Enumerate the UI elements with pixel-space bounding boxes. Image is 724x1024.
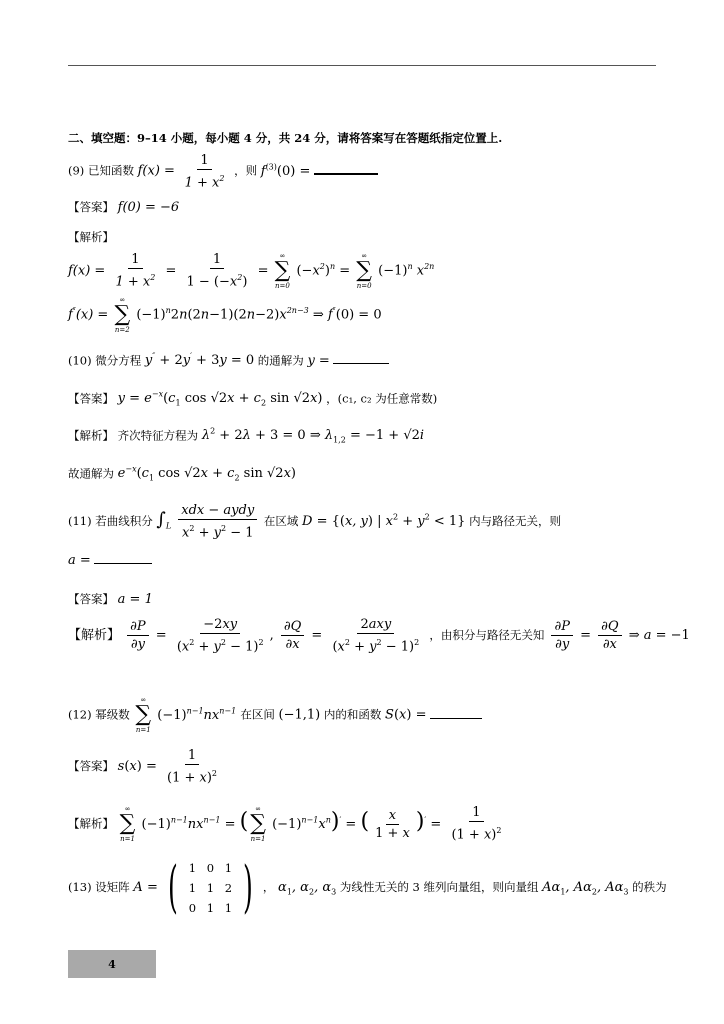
matrix-cell: 2 [224,881,233,895]
matrix-cell: 1 [224,901,233,915]
q13-prefix: 设矩阵 [95,880,130,894]
q9-analysis-line1: f(x) = $\frac{1}{1 + x^2}$ = $\frac{1}{1 - (-x^2)}$ = ∞ ∑ n=0 $(-x^2)^n$ = ∞ ∑ n=0 $(-1)^n$ $x^{2n}$ [68,252,435,290]
q9-number: (9) [68,163,85,178]
page-number: 4 [108,957,116,971]
q10-middle: 的通解为 [257,353,304,368]
header-rule [68,65,656,66]
q10-answer-value: $y = e^{-x}(c_1$ $\cos √2x + c_2$ sin √2x) [117,390,323,408]
matrix-cell: 1 [206,901,215,915]
q12-interval: (−1,1) [278,707,321,723]
q10-general: 故通解为 $e^{-x}(c_1$ $\cos √2x + c_2$ sin √2x) [68,465,296,483]
analysis-label: 【解析】 [68,628,121,644]
q11-prefix: 若曲线积分 [95,514,153,529]
q11-answer-blank [94,563,152,564]
q9-answer-value: f(0) = −6 [117,200,180,215]
q9-analysis-label: 【解析】 [68,230,114,244]
q10-answer-note: ，(c₁, c₂ 为任意常数) [326,391,438,406]
q9-fraction: $\frac{1}{1 + x^2}$ [184,153,225,191]
q9-suffix: ，则 [234,163,258,178]
matrix-cell: 0 [206,861,215,875]
q11-integral: $\int_L$ $\frac{\text{xdx − aydy}}{x^2 + y^2 - 1}$ [156,514,260,529]
q10-characteristic: $\lambda^2 + 2\lambda + 3 = 0$ ⇒ $\lambda_{1,2} = -1 + √2i$ [201,427,425,445]
q10-answer-blank [333,363,389,364]
q10-answer [68,390,437,408]
q11-answer [68,591,153,607]
answer-label: 【答案】 [68,200,114,214]
analysis-label: 【解析】 [68,816,114,831]
q9-answer-blank [314,173,378,175]
q9-function: f(x) = [137,163,175,179]
q11-question [68,503,561,540]
answer-label: 【答案】 [68,391,114,406]
q9-question [68,153,378,190]
q11-blank-line: a = [68,553,152,568]
q11-analysis-mid: ，由积分与路径无关知 [429,628,545,643]
q10-equation: y″ + 2y′ + 3y = 0 [144,352,255,369]
q13-middle: 为线性无关的 3 维列向量组，则向量组 [339,880,539,894]
q12-answer-value: s(x) = $\frac{1}{(1 + x)^2}$ [117,748,218,786]
q13-question: (13) 设矩阵 A = ( 1 0 1 1 1 2 0 1 1 ) ， $\alpha_1$, $\alpha_2$, $\alpha_3$ 为线性无关的 3 维列向量组，则向量组 $A\alpha_1$, $A\alpha_2$, $A\alpha_3$ 的秩为 [68,855,667,920]
q13-suffix: 的秩为 [632,880,667,894]
q10-number: (10) [68,353,92,368]
q11-analysis: 【解析】 $\frac{\partial P}{\partial y}$ = $\frac{-2xy}{(x^2 + y^2 - 1)^2}$ , $\frac{\partial Q}{\partial x}$ = $\frac{\text{2axy}}{(x^2 + y^2 - 1)^2}$ ，由积分与路径无关知 $\frac{\partial P}{\partial y}$ = $\frac{\partial Q}{\partial x}$ ⇒ a = −1 [68,617,690,655]
q12-middle: 在区间 [240,707,275,722]
q13-vector-group: $A\alpha_1$, $A\alpha_2$, $A\alpha_3$ [542,880,629,897]
q12-analysis: 【解析】 ∞ ∑ n=1 $(-1)^{n-1}nx^{n-1}$ = ( ∞ ∑ n=1 $(-1)^{n-1}x^n)'$ = ( $\frac{x}{1 + x}$ )′ = $\frac{1}{(1 + x)^2}$ [68,805,502,843]
q12-answer-blank [430,718,482,719]
analysis-label: 【解析】 [68,428,114,443]
matrix-cell: 1 [206,881,215,895]
q9-derivative: $f^{(3)}(0)$ = [260,162,311,179]
q9-prefix: 已知函数 [87,163,134,178]
q10-analysis-text: 齐次特征方程为 [117,428,199,443]
page-number-box [68,950,156,978]
q9-analysis-line2: f″(x) = ∞ ∑ n=2 $(-1)^n2n(2n-1)(2n-2)x^{2n-3}$ ⇒ f″(0) = 0 [68,296,382,334]
matrix-cell: 1 [188,881,197,895]
q11-answer-value: a = 1 [117,592,153,607]
q10-prefix: 微分方程 [95,353,142,368]
q10-question: (10) 微分方程 y″ + 2y′ + 3y = 0 的通解为 y = [68,352,389,368]
q10-general-text: 故通解为 [68,466,114,481]
section-title: 二、填空题：9–14 小题，每小题 4 分，共 24 分，请将答案写在答题纸指定位置上. [68,131,503,145]
q12-series: ∞ ∑ n=1 $(-1)^{n-1}nx^{n-1}$ [135,696,237,734]
q11-number: (11) [68,514,92,529]
q12-answer [68,748,223,785]
q13-matrix: ( 1 0 1 1 1 2 0 1 1 ) [167,855,254,920]
matrix-cell: 1 [188,861,197,875]
answer-label: 【答案】 [68,592,114,606]
q11-domain: D = {(x, y) | $x^2 + y^2 < 1$} [302,512,466,530]
matrix-cell: 1 [224,861,233,875]
q13-vectors: $\alpha_1$, $\alpha_2$, $\alpha_3$ [278,880,337,897]
q12-number: (12) [68,707,92,722]
answer-label: 【答案】 [68,759,114,774]
q9-answer [68,199,179,215]
q13-number: (13) [68,880,92,894]
q11-suffix: 内与路径无关，则 [469,514,562,529]
q12-suffix: 内的和函数 [323,707,382,722]
q10-analysis [68,427,424,445]
q11-middle: 在区域 [263,514,299,529]
matrix-cell: 0 [188,901,197,915]
q12-question: (12) 幂级数 ∞ ∑ n=1 $(-1)^{n-1}nx^{n-1}$ 在区间 (−1,1) 内的和函数 S(x) = [68,696,482,734]
q12-prefix: 幂级数 [95,707,130,722]
